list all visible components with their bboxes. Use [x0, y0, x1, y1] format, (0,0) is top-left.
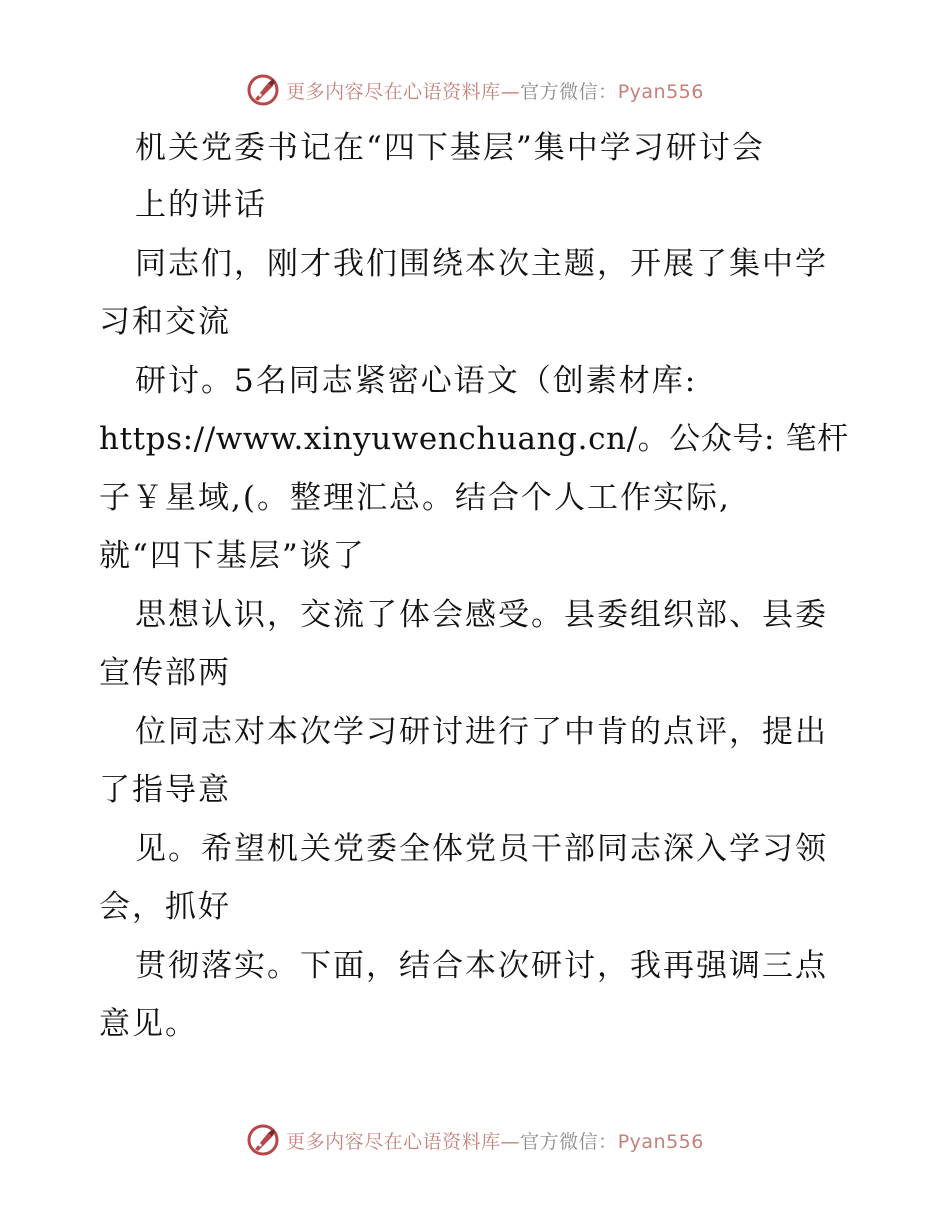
- pen-nib-logo-icon: [246, 73, 280, 107]
- text-line: 就“四下基层”谈了: [99, 538, 366, 574]
- text-line: 研讨。5名同志紧密心语文（创素材库:: [135, 363, 698, 399]
- watermark-site: 更多内容尽在心语资料库: [286, 80, 501, 103]
- watermark-dash: —: [500, 80, 521, 103]
- text-line: 习和交流: [99, 304, 231, 340]
- text-line: 贯彻落实。下面，结合本次研讨，我再强调三点: [135, 948, 828, 984]
- watermark-wechat-label: 官方微信：: [520, 80, 618, 103]
- text-line: 见。希望机关党委全体党员干部同志深入学习领: [135, 831, 828, 867]
- text-line: 子￥星域,(。整理汇总。结合个人工作实际,: [99, 480, 731, 516]
- watermark-handle: Pyan556: [617, 80, 704, 103]
- text-line: 会，抓好: [99, 889, 231, 925]
- header-watermark-banner: [0, 70, 950, 110]
- text-line: 思想认识，交流了体会感受。县委组织部、县委: [135, 597, 828, 633]
- watermark-handle: Pyan556: [617, 1130, 704, 1153]
- text-line: 意见。: [99, 1006, 198, 1042]
- text-line: 了指导意: [99, 772, 231, 808]
- watermark-site: 更多内容尽在心语资料库: [286, 1130, 501, 1153]
- text-line: 位同志对本次学习研讨进行了中肯的点评，提出: [135, 714, 828, 750]
- watermark-dash: —: [500, 1130, 521, 1153]
- footer-watermark-banner: [0, 1120, 950, 1160]
- text-line: https://www.xinyuwenchuang.cn/。公众号: 笔杆: [99, 421, 849, 457]
- text-line-title-2: 上的讲话: [135, 187, 267, 223]
- watermark-text: [286, 1127, 704, 1154]
- text-line: 宣传部两: [99, 655, 231, 691]
- watermark-text: [286, 77, 704, 104]
- watermark-wechat-label: 官方微信：: [520, 1130, 618, 1153]
- pen-nib-logo-icon: [246, 1123, 280, 1157]
- text-line: 同志们，刚才我们围绕本次主题，开展了集中学: [135, 246, 828, 282]
- text-line-title-1: 机关党委书记在“四下基层”集中学习研讨会: [135, 130, 765, 166]
